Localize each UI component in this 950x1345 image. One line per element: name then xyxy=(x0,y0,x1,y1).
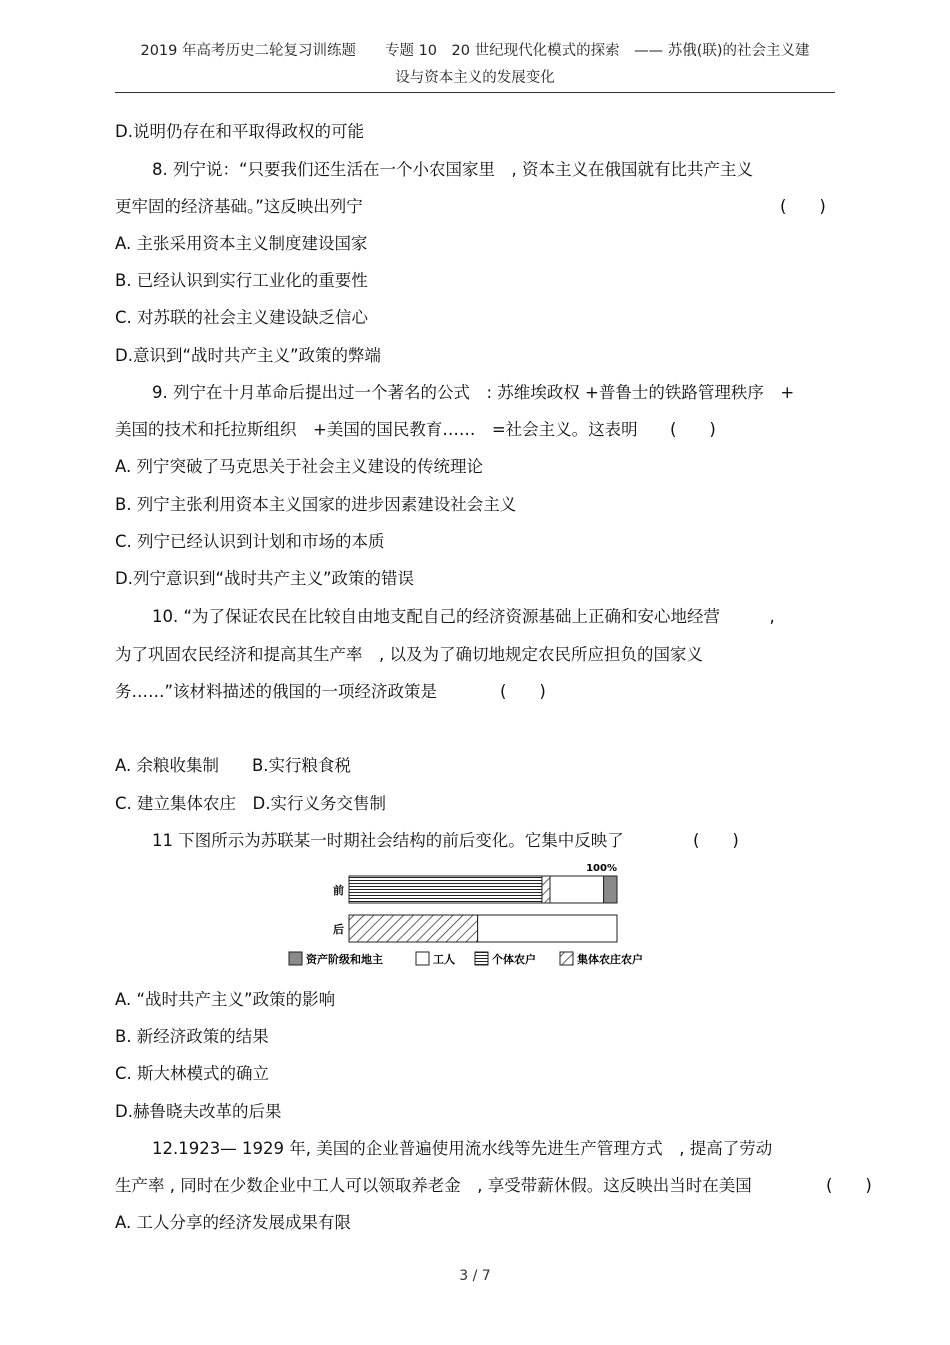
social-structure-chart xyxy=(285,855,685,974)
question-10-options-cd: C. 建立集体农庄 D.实行义务交售制 xyxy=(115,794,386,813)
question-11-line-1: 11 下图所示为苏联某一时期社会结构的前后变化。它集中反映了 xyxy=(152,831,624,850)
legend-swatch xyxy=(475,952,488,965)
question-10-line-2: 为了巩固农民经济和提高其生产率 , 以及为了确切地规定农民所应担负的国家义 xyxy=(115,645,703,664)
legend-label: 个体农户 xyxy=(492,953,536,966)
question-9-option-b: B. 列宁主张利用资本主义国家的进步因素建设社会主义 xyxy=(115,495,517,514)
question-8-line-1: 8. 列宁说：“只要我们还生活在一个小农国家里 , 资本主义在俄国就有比共产主义 xyxy=(152,160,754,179)
question-12-answer-blank: ( ) xyxy=(826,1176,872,1195)
legend-label: 资产阶级和地主 xyxy=(306,953,383,966)
bar-segment xyxy=(349,876,542,903)
annotation-100-percent: 100% xyxy=(586,863,617,874)
question-12-option-a: A. 工人分享的经济发展成果有限 xyxy=(115,1213,351,1232)
header-title xyxy=(115,38,835,92)
header-line-2: 设与资本主义的发展变化 xyxy=(395,70,555,86)
question-10-line-3: 务……”该材料描述的俄国的一项经济政策是 xyxy=(115,682,438,701)
question-12-line-2: 生产率 , 同时在少数企业中工人可以领取养老金 , 享受带薪休假。这反映出当时在美国 xyxy=(115,1176,752,1195)
legend-label: 集体农庄农户 xyxy=(577,953,643,966)
legend-swatch xyxy=(560,952,573,965)
question-11-option-d: D.赫鲁晓夫改革的后果 xyxy=(115,1102,282,1121)
question-11-option-a: A. “战时共产主义”政策的影响 xyxy=(115,990,336,1009)
legend-swatch xyxy=(416,952,429,965)
question-11-answer-blank: ( ) xyxy=(693,831,739,850)
category-label: 后 xyxy=(333,923,344,936)
legend-label: 工人 xyxy=(433,953,455,966)
category-label: 前 xyxy=(333,884,344,897)
bar-segment xyxy=(604,876,617,903)
question-8-option-b: B. 已经认识到实行工业化的重要性 xyxy=(115,271,368,290)
question-10-line-1: 10. “为了保证农民在比较自由地支配自己的经济资源基础上正确和安心地经营 , xyxy=(152,607,775,626)
question-9-option-c: C. 列宁已经认识到计划和市场的本质 xyxy=(115,532,385,551)
question-9-option-d: D.列宁意识到“战时共产主义”政策的错误 xyxy=(115,569,415,588)
question-9-line-1: 9. 列宁在十月革命后提出过一个著名的公式 : 苏维埃政权 +普鲁士的铁路管理秩序 + xyxy=(152,383,795,402)
bar-segment xyxy=(550,876,604,903)
question-10-options-ab: A. 余粮收集制 B.实行粮食税 xyxy=(115,756,352,775)
header-line-1: 2019 年高考历史二轮复习训练题 专题 10 20 世纪现代化模式的探索 —— 苏俄(联)的社会主义建 xyxy=(140,43,810,59)
question-8-option-d: D.意识到“战时共产主义”政策的弊端 xyxy=(115,346,382,365)
question-12-line-1: 12.1923— 1929 年, 美国的企业普遍使用流水线等先进生产管理方式 , 提高了劳动 xyxy=(152,1139,773,1158)
page-number: 3 / 7 xyxy=(459,1268,491,1284)
option-d-prev: D.说明仍存在和平取得政权的可能 xyxy=(115,122,364,141)
legend-swatch xyxy=(289,952,302,965)
chart-svg xyxy=(285,855,685,970)
question-10-answer-blank: ( ) xyxy=(500,682,546,701)
question-8-option-a: A. 主张采用资本主义制度建设国家 xyxy=(115,234,368,253)
question-8-option-c: C. 对苏联的社会主义建设缺乏信心 xyxy=(115,308,369,327)
question-9-line-2: 美国的技术和托拉斯组织 +美国的国民教育…… =社会主义。这表明 xyxy=(115,420,638,439)
question-11-option-b: B. 新经济政策的结果 xyxy=(115,1027,269,1046)
bar-segment xyxy=(542,876,550,903)
question-8-answer-blank: ( ) xyxy=(780,197,826,216)
question-9-option-a: A. 列宁突破了马克思关于社会主义建设的传统理论 xyxy=(115,457,483,476)
question-9-answer-blank: ( ) xyxy=(670,420,716,439)
header-rule xyxy=(115,92,835,93)
bar-segment xyxy=(349,915,478,942)
question-11-option-c: C. 斯大林模式的确立 xyxy=(115,1064,270,1083)
bar-segment xyxy=(478,915,617,942)
question-8-line-2: 更牢固的经济基础。”这反映出列宁 xyxy=(115,197,363,216)
